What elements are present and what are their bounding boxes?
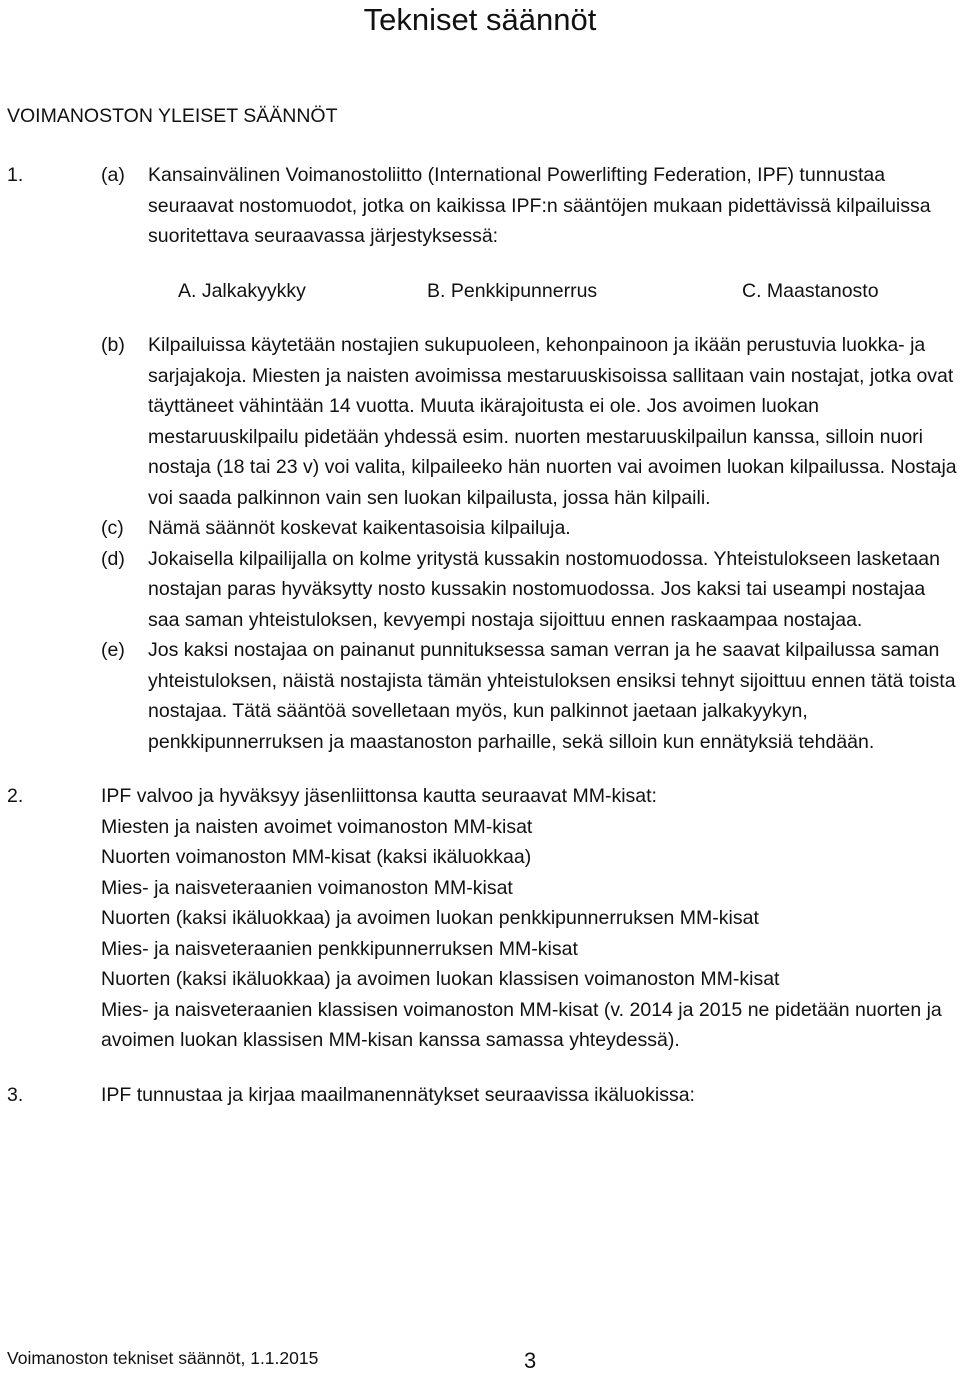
rule-body xyxy=(101,160,960,757)
rule-1 xyxy=(0,160,960,757)
subsection-text: Kansainvälinen Voimanostoliitto (International Powerlifting Federation, IPF) tunnustaa seuraavat nostomuodot, jotka on kaikissa IPF:n sääntöjen mukaan pidettävissä kilpailuissa suoritettava seuraavassa järjestyksessä: xyxy=(148,164,931,247)
subsection-label: (c) xyxy=(101,517,124,539)
section-heading: VOIMANOSTON YLEISET SÄÄNNÖT xyxy=(7,105,338,127)
document-title: Tekniset säännöt xyxy=(363,2,597,37)
subsection-label: (e) xyxy=(101,639,125,661)
championship-item: Nuorten (kaksi ikäluokkaa) ja avoimen luokan klassisen voimanoston MM-kisat xyxy=(101,968,780,990)
lift-item: A. Jalkakyykky xyxy=(178,279,306,302)
subsection-text: Kilpailuissa käytetään nostajien sukupuoleen, kehonpainoon ja ikään perustuvia luokka- ja sarjajakoja. Miesten ja naisten avoimissa mestaruuskisoissa sallitaan vain nostajat, jotka ovat täyttäneet vähintään 14 vuotta. Muuta ikärajoitusta ei ole. Jos avoimen luokan mestaruuskilpailu pidetään yhdessä esim. nuorten mestaruuskilpailun kanssa, silloin nuori nostaja (18 tai 23 v) voi valita, kilpaileeko hän nuorten vai avoimen luokan kilpailussa. Nostaja voi saada palkinnon vain sen luokan kilpailusta, jossa hän kilpaili. xyxy=(148,334,957,509)
document-body xyxy=(0,160,960,1110)
subsection-label: (a) xyxy=(101,164,125,186)
subsection-b xyxy=(101,330,960,513)
rule-number: 3. xyxy=(7,1083,24,1106)
subsection-text: Nämä säännöt koskevat kaikentasoisia kilpailuja. xyxy=(148,517,571,539)
championship-item: Nuorten voimanoston MM-kisat (kaksi ikäluokkaa) xyxy=(101,846,532,868)
lift-list xyxy=(178,276,960,307)
subsection-d xyxy=(101,544,960,636)
championship-item: Miesten ja naisten avoimet voimanoston MM-kisat xyxy=(101,815,533,838)
subsection-text: Jos kaksi nostajaa on painanut punnituksessa saman verran ja he saavat kilpailussa saman yhteistuloksen, näistä nostajista tämän yhteistuloksen ensiksi tehnyt sijoittuu ennen tätä toista nostajaa. Tätä sääntöä sovelletaan myös, kun palkinnot jaetaan jalkakyykyn, penkkipunnerruksen ja maastanoston parhaille, sekä silloin kun ennätyksiä tehdään. xyxy=(148,639,956,753)
footer-text: Voimanoston tekniset säännöt, 1.1.2015 xyxy=(7,1348,319,1368)
subsection-label: (b) xyxy=(101,334,125,356)
rule-number: 2. xyxy=(7,785,24,807)
lift-item: B. Penkkipunnerrus xyxy=(427,279,598,302)
rule-text: IPF tunnustaa ja kirjaa maailmanennätykset seuraavissa ikäluokissa: xyxy=(101,1083,695,1106)
championship-item: Nuorten (kaksi ikäluokkaa) ja avoimen luokan penkkipunnerruksen MM-kisat xyxy=(101,907,759,929)
subsection-text: Jokaisella kilpailijalla on kolme yritystä kussakin nostomuodossa. Yhteistulokseen lasketaan nostajan paras hyväksytty nosto kussakin nostomuodossa. Jos kaksi tai useampi nostajaa saa saman yhteistuloksen, kevyempi nostaja sijoittuu ennen raskaampaa nostajaa. xyxy=(148,547,940,631)
rule-body xyxy=(101,781,960,1056)
rule-3 xyxy=(0,1080,960,1111)
subsection-c xyxy=(101,513,960,544)
rule-intro: IPF valvoo ja hyväksyy jäsenliittonsa kautta seuraavat MM-kisat: xyxy=(101,785,657,807)
championship-item: Mies- ja naisveteraanien voimanoston MM-kisat xyxy=(101,876,513,899)
rule-2 xyxy=(0,781,960,1056)
rule-number: 1. xyxy=(7,164,24,186)
championship-item: Mies- ja naisveteraanien penkkipunnerruksen MM-kisat xyxy=(101,937,578,960)
subsection-label: (d) xyxy=(101,547,125,570)
rule-body xyxy=(101,1080,960,1111)
page-number: 3 xyxy=(524,1348,537,1373)
subsection-e xyxy=(101,635,960,757)
championship-item: Mies- ja naisveteraanien klassisen voimanoston MM-kisat (v. 2014 ja 2015 ne pidetään nuorten ja avoimen luokan klassisen MM-kisan kanssa samassa yhteydessä). xyxy=(101,998,942,1051)
lift-item: C. Maastanosto xyxy=(742,279,879,302)
subsection-a xyxy=(101,160,960,252)
